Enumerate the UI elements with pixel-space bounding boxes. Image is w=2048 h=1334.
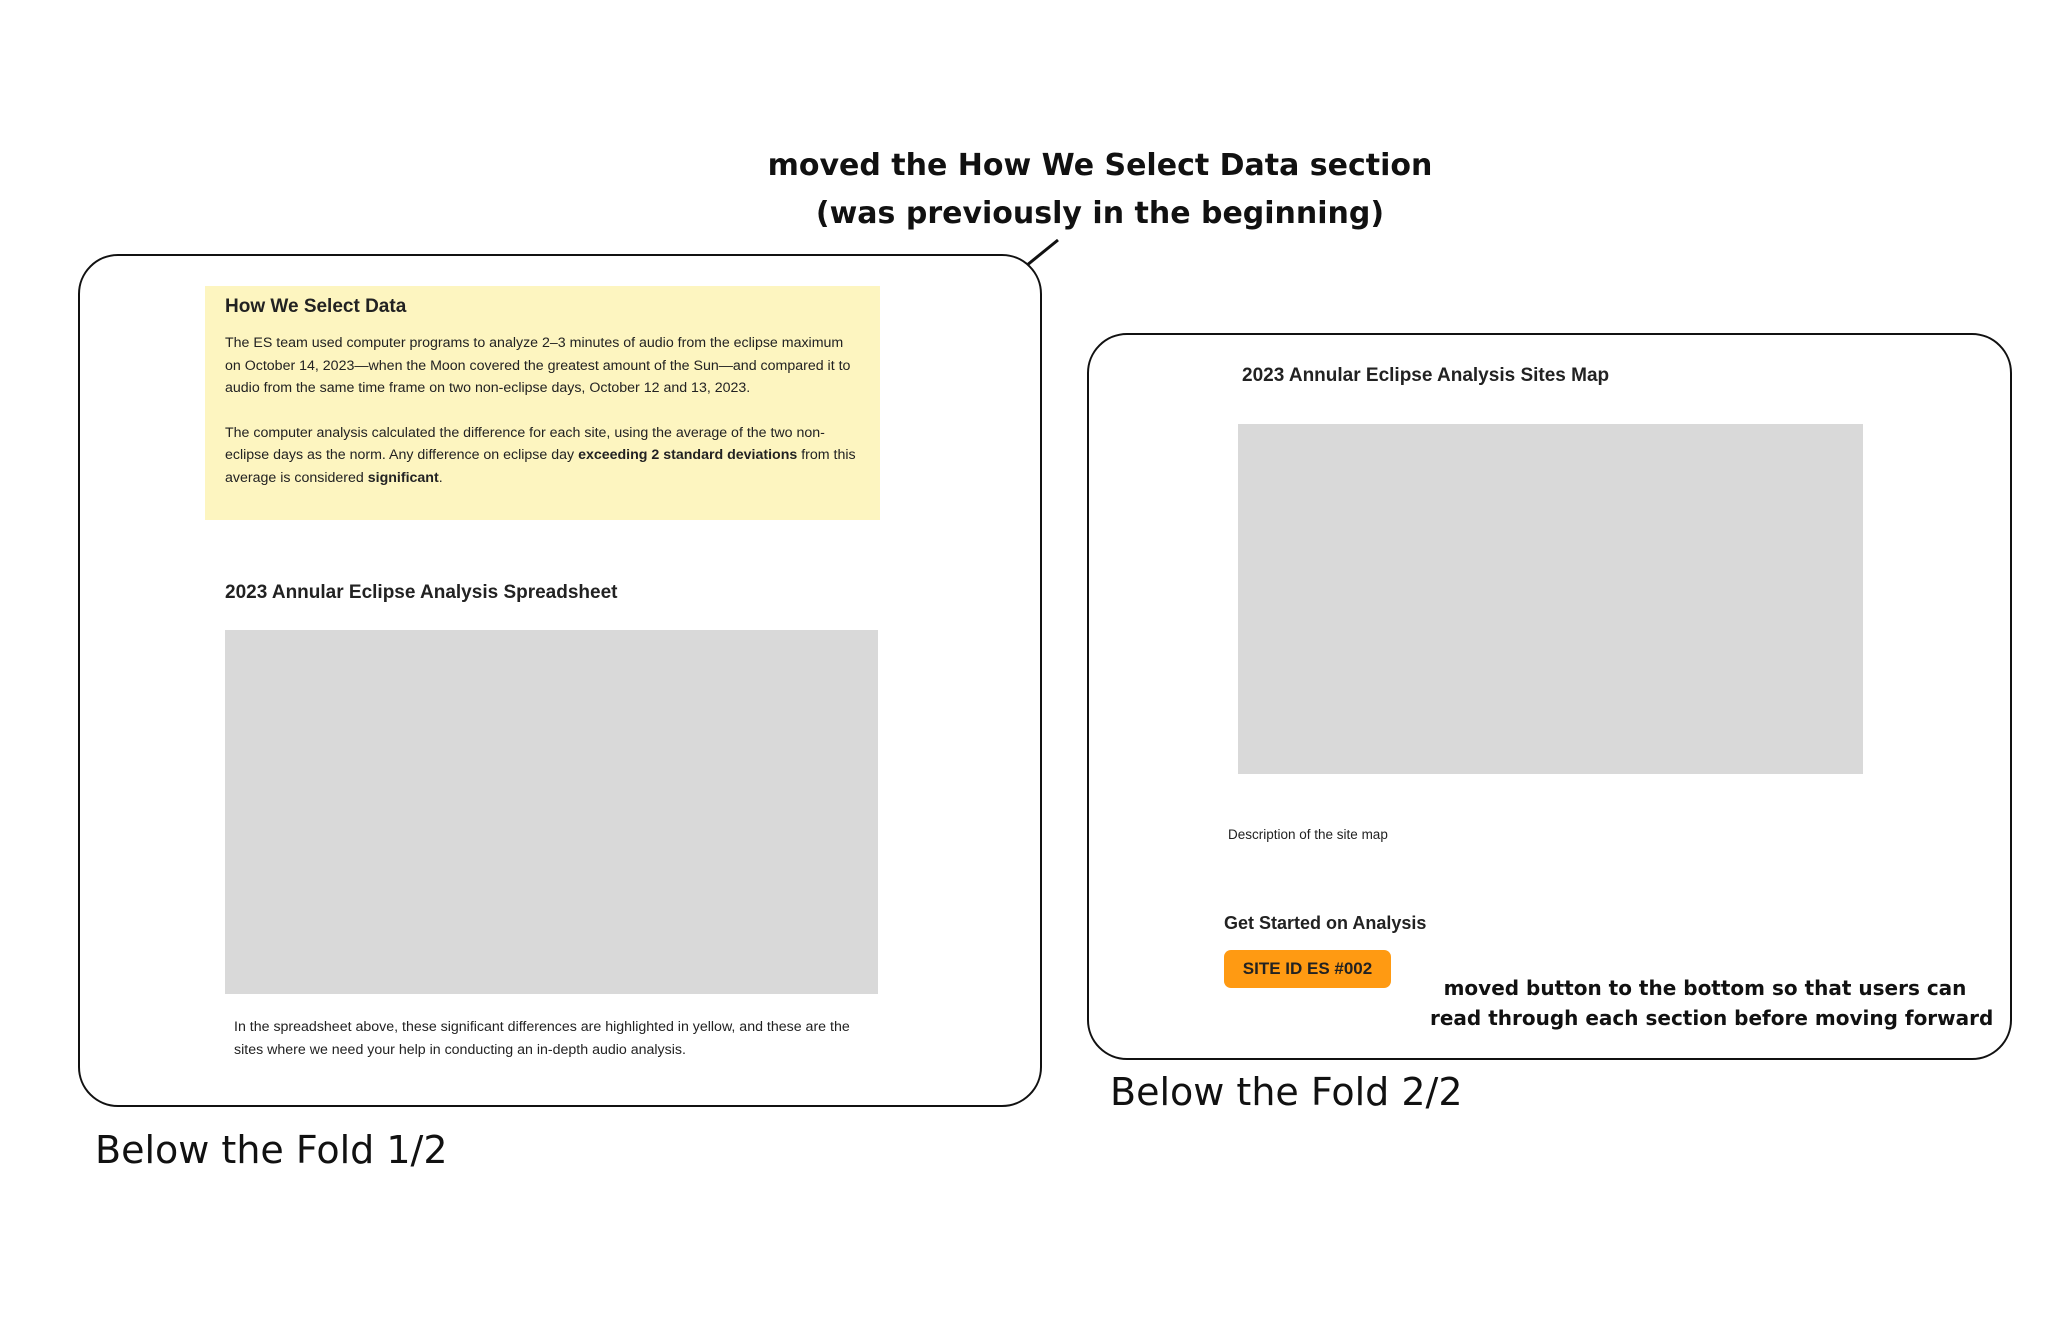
annotation-line: moved the How We Select Data section	[767, 148, 1433, 183]
spreadsheet-placeholder	[225, 630, 878, 994]
frame-below-fold-2	[1087, 333, 2012, 1060]
how-we-select-paragraph-2: The computer analysis calculated the difference for each site, using the average of the two non-eclipse days as the norm. Any difference on eclipse day exceeding 2 standard deviations from this average is considered significant.	[225, 424, 856, 486]
get-started-title: Get Started on Analysis	[1224, 913, 1427, 933]
frame-caption-2: Below the Fold 2/2	[1110, 1070, 1463, 1114]
annotation-line: read through each section before moving forward	[1430, 1006, 1994, 1030]
annotation-moved-button	[1430, 973, 1994, 1033]
sites-map-placeholder	[1238, 424, 1863, 774]
sites-map-title: 2023 Annular Eclipse Analysis Sites Map	[1242, 365, 1610, 386]
frame-below-fold-1	[78, 254, 1042, 1107]
spreadsheet-caption: In the spreadsheet above, these significant differences are highlighted in yellow, and these are the sites where we need your help in conducting an in-depth audio analysis.	[234, 1019, 850, 1058]
spreadsheet-title: 2023 Annular Eclipse Analysis Spreadsheet	[225, 582, 618, 603]
how-we-select-paragraph-1: The ES team used computer programs to analyze 2–3 minutes of audio from the eclipse maximum on October 14, 2023—when the Moon covered the greatest amount of the Sun—and compared it to audio from the same time frame on two non-eclipse days, October 12 and 13, 2023.	[225, 335, 851, 396]
frame-caption-1: Below the Fold 1/2	[95, 1128, 448, 1172]
annotation-line: moved button to the bottom so that users can	[1443, 976, 1967, 1000]
sites-map-description: Description of the site map	[1228, 827, 1388, 842]
how-we-select-data-box	[205, 286, 880, 520]
how-we-select-title: How We Select Data	[225, 296, 407, 317]
emphasis-significant: significant	[367, 469, 439, 486]
site-id-button[interactable]: SITE ID ES #002	[1224, 950, 1391, 988]
annotation-line: (was previously in the beginning)	[815, 196, 1385, 231]
emphasis-standard-deviations: exceeding 2 standard deviations	[578, 447, 798, 463]
